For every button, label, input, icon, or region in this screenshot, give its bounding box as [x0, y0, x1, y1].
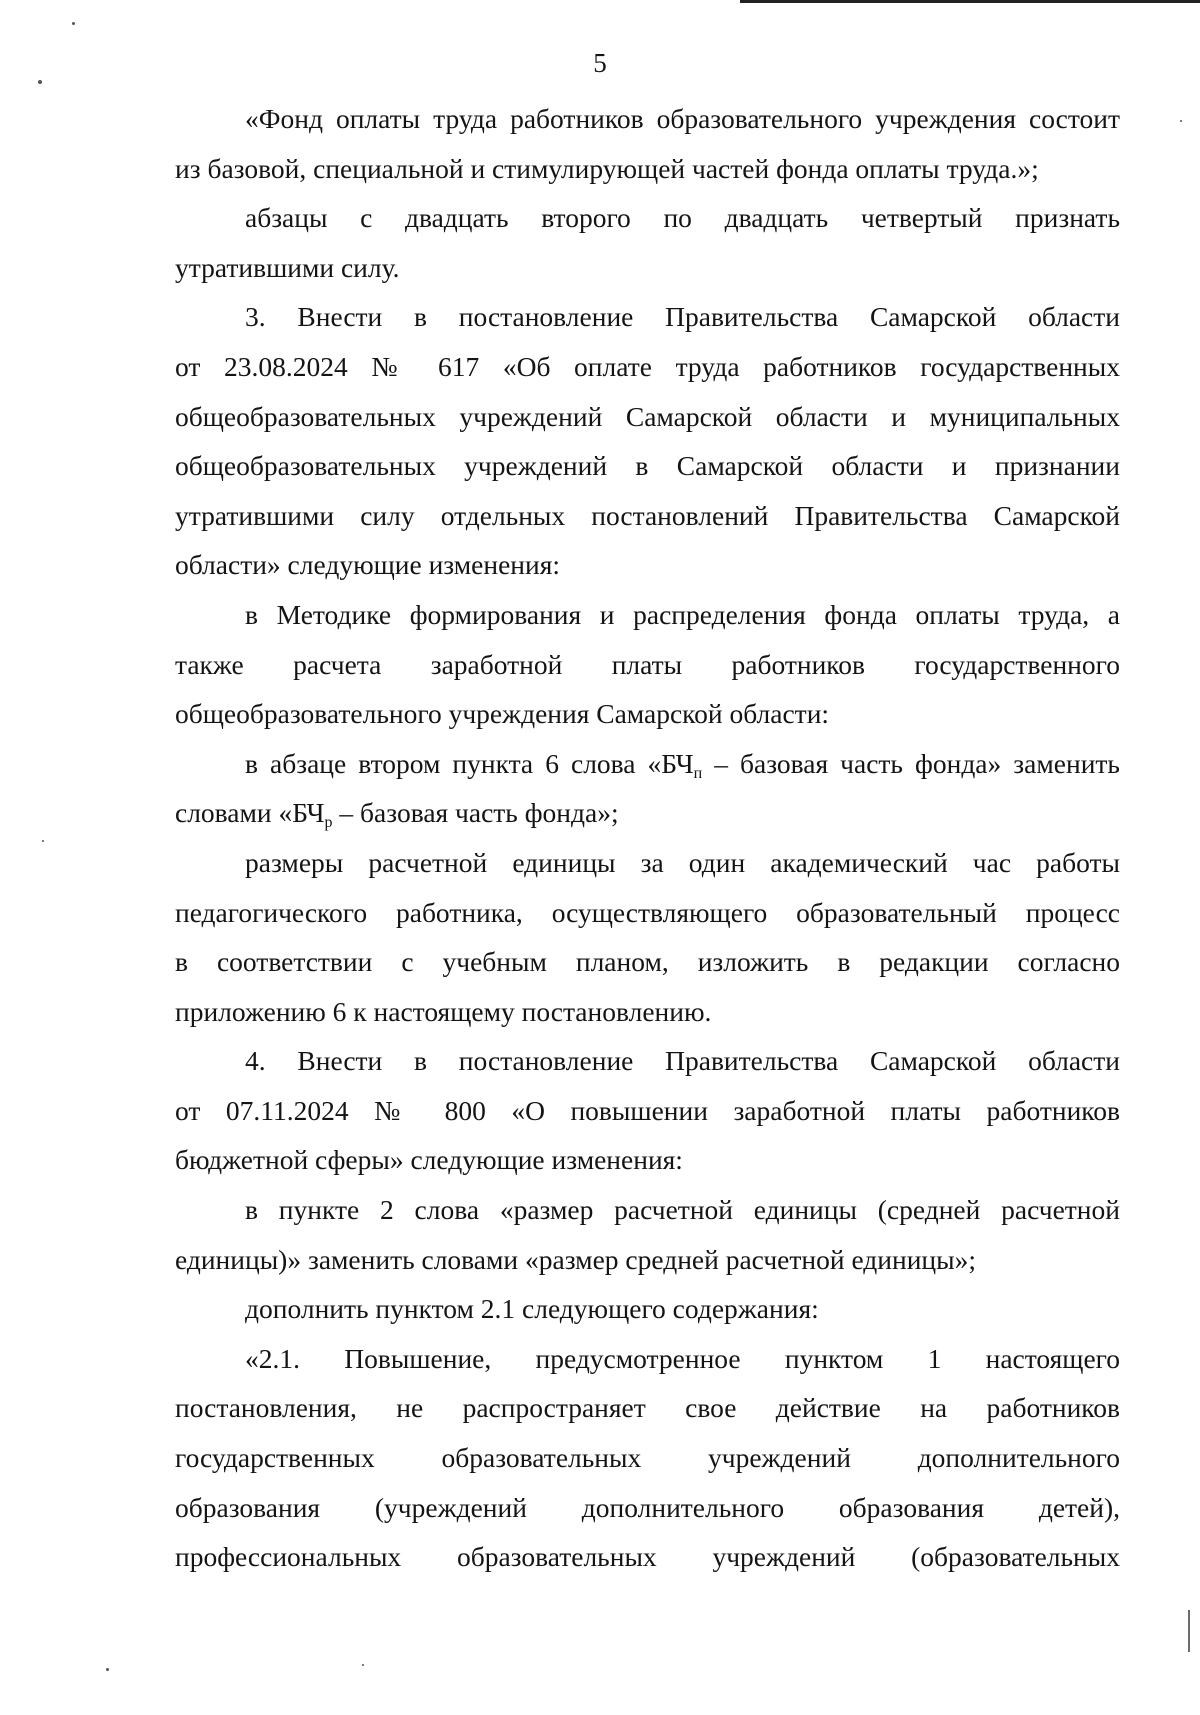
- text-line: профессиональных образовательных учреждений (образовательных: [175, 1541, 1120, 1573]
- text-line: приложению 6 к настоящему постановлению.: [175, 995, 712, 1027]
- text-line: педагогического работника, осуществляющего образовательный процесс: [175, 896, 1120, 928]
- scan-speck: [72, 22, 75, 25]
- text-line: в соответствии с учебным планом, изложить в редакции согласно: [175, 946, 1120, 978]
- scan-speck: [38, 80, 42, 84]
- text-line: постановления, не распространяет свое действие на работников: [175, 1392, 1120, 1424]
- scan-speck: [42, 840, 44, 842]
- text-line: абзацы с двадцать второго по двадцать четвертый признать: [245, 202, 1120, 234]
- text-fragment: в абзаце втором пункта 6 слова «БЧ: [245, 747, 694, 779]
- text-line: дополнить пунктом 2.1 следующего содержания:: [245, 1293, 819, 1325]
- text-line: «Фонд оплаты труда работников образовательного учреждения состоит: [245, 103, 1120, 134]
- text-fragment: – базовая часть фонда» заменить: [702, 747, 1120, 779]
- scan-edge-line: [740, 0, 1200, 3]
- text-fragment: словами «БЧ: [175, 797, 325, 829]
- scan-speck: [106, 1668, 109, 1671]
- text-line: от 23.08.2024 № 617 «Об оплате труда работников государственных: [175, 350, 1120, 382]
- text-line: 4. Внести в постановление Правительства Самарской области: [245, 1045, 1120, 1077]
- text-line: единицы)» заменить словами «размер средней расчетной единицы»;: [175, 1243, 977, 1275]
- scan-speck: [362, 1664, 364, 1666]
- document-body: [175, 94, 1120, 1582]
- text-line: общеобразовательных учреждений Самарской области и муниципальных: [175, 400, 1120, 432]
- text-line: области» следующие изменения:: [175, 549, 561, 581]
- subscript: р: [324, 814, 333, 832]
- text-line: бюджетной сферы» следующие изменения:: [175, 1144, 683, 1176]
- text-line: утратившими силу отдельных постановлений Правительства Самарской: [175, 499, 1120, 531]
- text-fragment: – базовая часть фонда»;: [332, 797, 619, 829]
- text-line: в пункте 2 слова «размер расчетной единицы (средней расчетной: [245, 1194, 1120, 1226]
- text-line: [175, 788, 1120, 838]
- text-line: утратившими силу.: [175, 251, 400, 283]
- scan-speck: [1180, 120, 1182, 122]
- text-line: размеры расчетной единицы за один академический час работы: [245, 846, 1120, 878]
- text-line: в Методике формирования и распределения фонда оплаты труда, а: [245, 598, 1120, 630]
- text-line: из базовой, специальной и стимулирующей частей фонда оплаты труда.»;: [175, 152, 1039, 184]
- text-line: от 07.11.2024 № 800 «О повышении заработной платы работников: [175, 1094, 1120, 1126]
- text-line: 3. Внести в постановление Правительства Самарской области: [245, 301, 1120, 333]
- text-line: образования (учреждений дополнительного образования детей),: [175, 1491, 1120, 1523]
- text-line: общеобразовательного учреждения Самарской области:: [175, 698, 830, 730]
- scan-edge-mark: [1188, 1610, 1190, 1652]
- text-line: государственных образовательных учреждений дополнительного: [175, 1442, 1120, 1474]
- page-number: 5: [593, 48, 607, 78]
- text-line: также расчета заработной платы работников государственного: [175, 648, 1120, 680]
- text-line: [175, 739, 1120, 789]
- text-line: общеобразовательных учреждений в Самарской области и признании: [175, 450, 1120, 482]
- subscript: п: [693, 764, 703, 782]
- text-line: «2.1. Повышение, предусмотренное пунктом 1 настоящего: [245, 1342, 1120, 1374]
